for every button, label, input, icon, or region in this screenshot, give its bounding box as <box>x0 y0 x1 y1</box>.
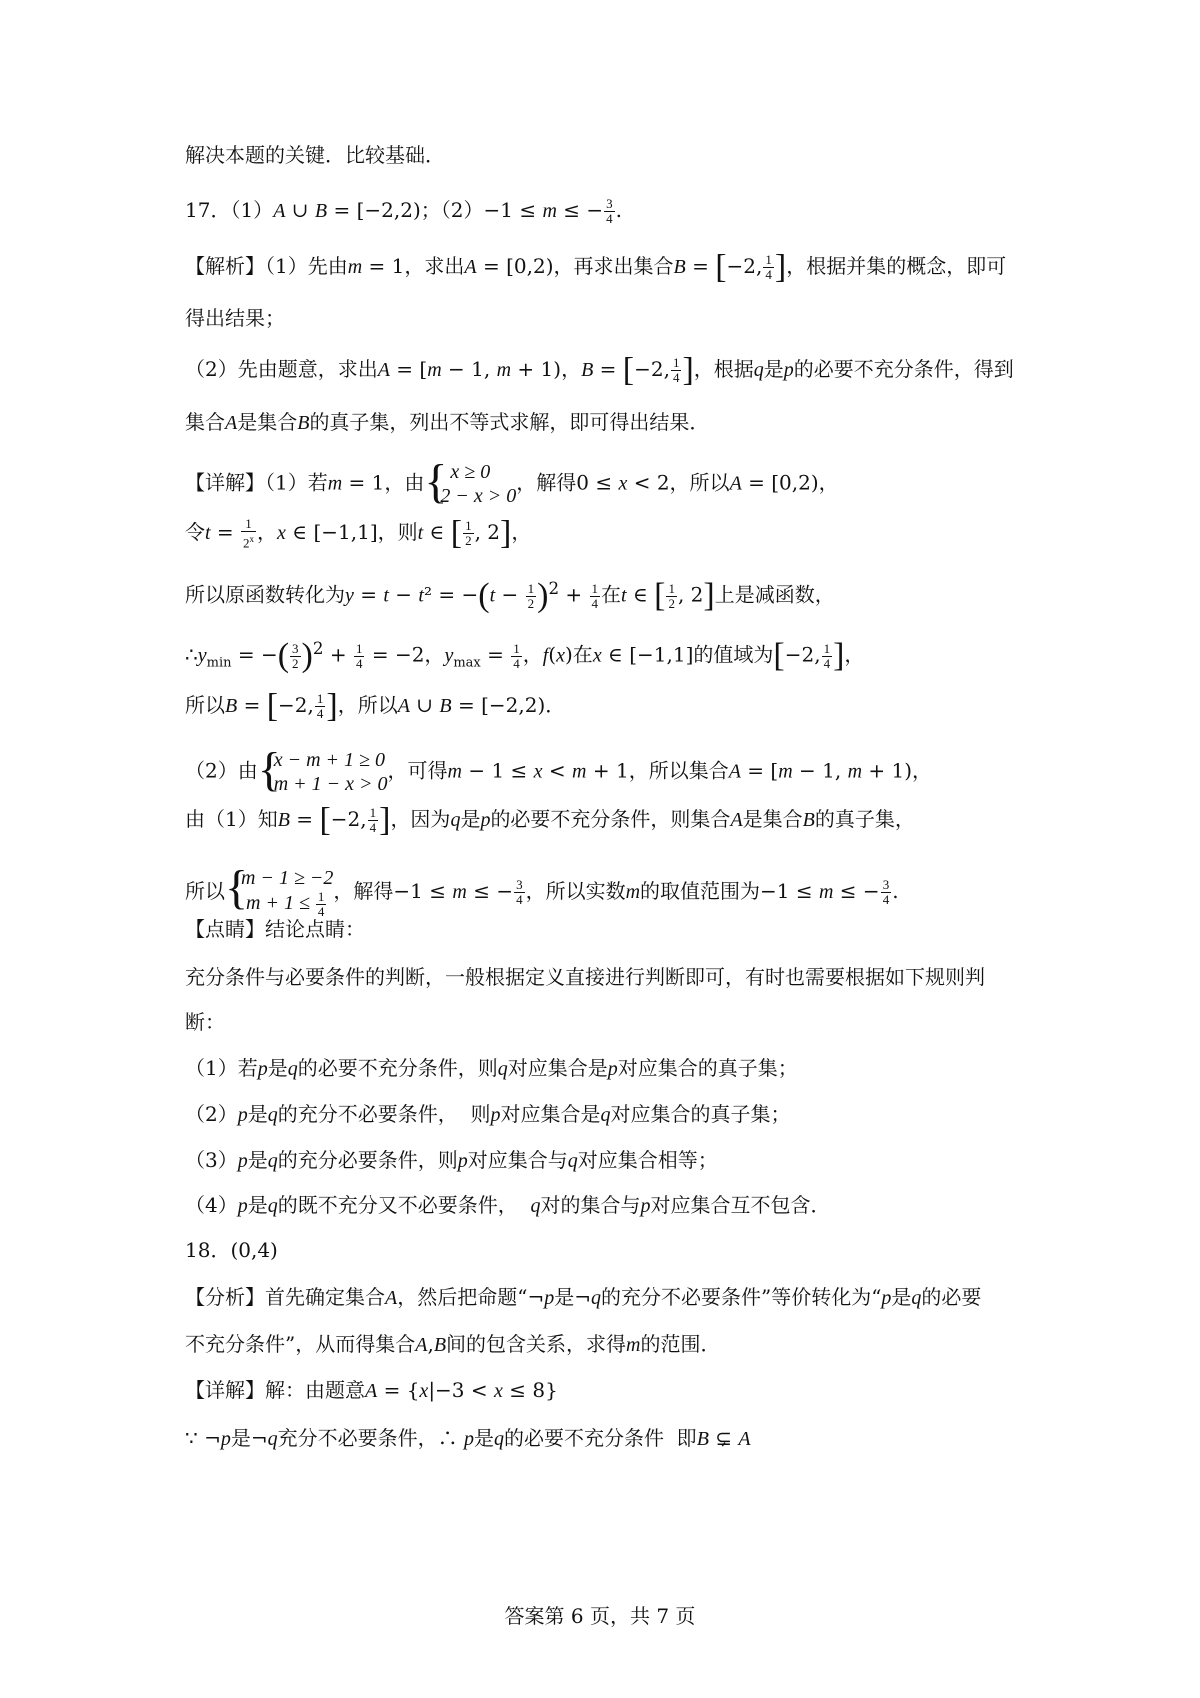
text-line: （1）若p是q的必要不充分条件，则q对应集合是p对应集合的真子集； <box>185 1056 798 1080</box>
text-line: 【详解】解：由题意A = {x|−3 < x ≤ 8} <box>185 1378 558 1402</box>
text-line: 所以 { m − 1 ≥ −2 m + 1 ≤ $\frac{1}{4}$ ，解得−1 ≤ m ≤ − $\frac{3}{4}$ ，所以实数m的取值范围为−1 ≤ m ≤ − $\frac{3}{4}$ . <box>185 861 899 919</box>
text-line: 充分条件与必要条件的判断，一般根据定义直接进行判断即可，有时也需要根据如下规则判 <box>185 965 985 989</box>
text-line: （2）由 { x − m + 1 ≥ 0 m + 1 − x > 0 ，可得m − 1 ≤ x < m + 1，所以集合A = [m − 1, m + 1)， <box>185 743 933 796</box>
text-line: 不充分条件”，从而得集合A,B间的包含关系，求得m的范围． <box>185 1332 721 1356</box>
text-line: 【分析】首先确定集合A，然后把命题“¬p是¬q的充分不必要条件”等价转化为“p是q的必要 <box>185 1285 982 1309</box>
text-line: （4）p是q的既不充分又不必要条件， q对的集合与p对应集合互不包含． <box>185 1193 831 1217</box>
text-line: 由（1）知B = [−2, $\frac{1}{4}$ ]，因为q是p的必要不充分条件，则集合A是集合B的真子集， <box>185 801 915 839</box>
text-line: 断： <box>185 1010 225 1034</box>
text-line: 解决本题的关键．比较基础． <box>185 143 445 167</box>
text-line: （2）先由题意，求出A = [m − 1, m + 1)，B = [−2, $\frac{1}{4}$ ]，根据q是p的必要不充分条件，得到 <box>185 351 1014 389</box>
text-line: 所以原函数转化为y = t − t² = −(t − $\frac{1}{2}$ )$^2$ + $\frac{1}{4}$ 在t ∈ [ $\frac{1}{2}$ , 2]上是减函数， <box>185 577 835 615</box>
analysis-line: 【解析】（1）先由m = 1，求出A = [0,2)，再求出集合B = [−2, $\frac{1}{4}$ ]，根据并集的概念，即可 <box>185 248 1007 286</box>
text-line: ∵ ¬p是¬q充分不必要条件，∴ p是q的必要不充分条件 即B ⊊ A <box>185 1426 751 1450</box>
text-line: 得出结果； <box>185 306 285 330</box>
text-line: 令t = $\frac{1}{2^x}$ ，x ∈ [−1,1]，则t ∈ [ $\frac{1}{2}$ , 2]， <box>185 514 532 552</box>
text-line: 所以B = [−2, $\frac{1}{4}$ ]，所以A ∪ B = [−2,2)． <box>185 687 566 725</box>
text-line: 集合A是集合B的真子集，列出不等式求解，即可得出结果． <box>185 410 710 434</box>
answer-18: 18．(0,4) <box>185 1238 278 1262</box>
page-footer: 答案第 6 页，共 7 页 <box>504 1604 696 1628</box>
text-line: （3）p是q的充分必要条件，则p对应集合与q对应集合相等； <box>185 1148 718 1172</box>
text-line: （2）p是q的充分不必要条件， 则p对应集合是q对应集合的真子集； <box>185 1102 791 1126</box>
answer-17: 17．（1）A ∪ B = [−2,2)；（2）−1 ≤ m ≤ − $\frac{3}{4}$ . <box>185 196 622 226</box>
text-line: $\therefore y_{min}$ = −( $\frac{3}{2}$ )$^2$ + $\frac{1}{4}$ = −2，$y_{max}$ = $\frac{1}{4}$ ，f(x)在x ∈ [−1,1]的值域为[−2, $\frac{1}{4}$ ]， <box>185 637 865 675</box>
text-line: 【点睛】结论点睛： <box>185 917 365 941</box>
detail-line: 【详解】（1）若m = 1，由 { x ≥ 0 2 − x > 0 ，解得0 ≤ x < 2，所以A = [0,2)， <box>185 455 839 508</box>
